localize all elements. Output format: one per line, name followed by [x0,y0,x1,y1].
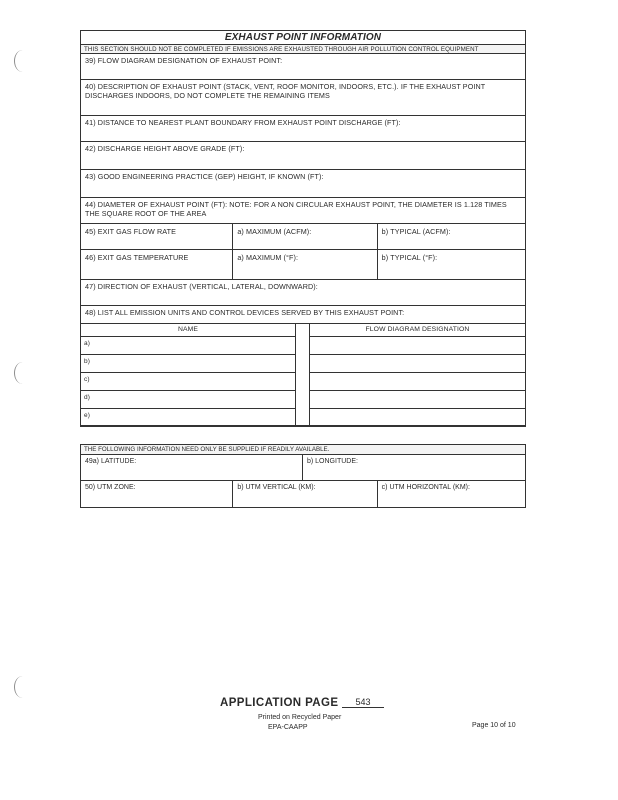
name-row-e[interactable]: e) [81,408,295,422]
field-utm-vertical[interactable]: b) UTM VERTICAL (KM): [232,481,376,507]
flow-rate-row [81,224,525,250]
lat-long-row [81,455,525,481]
temperature-label: 46) EXIT GAS TEMPERATURE [85,253,189,262]
page-of-label: Page 10 of 10 [472,722,516,729]
name-row-d[interactable]: d) [81,390,295,408]
field-gep-height[interactable]: 43) GOOD ENGINEERING PRACTICE (GEP) HEIGHT, IF KNOWN (FT): [81,170,525,198]
field-discharge-height[interactable]: 42) DISCHARGE HEIGHT ABOVE GRADE (FT): [81,142,525,170]
binder-hole-mark [14,676,31,698]
emission-units-heading: 48) LIST ALL EMISSION UNITS AND CONTROL DEVICES SERVED BY THIS EXHAUST POINT: [81,306,525,324]
flow-column-header: FLOW DIAGRAM DESIGNATION [365,326,470,333]
utm-row [81,481,525,507]
field-temp-max[interactable]: a) MAXIMUM (°F): [232,250,376,279]
exhaust-point-form [80,30,526,427]
name-row-a[interactable]: a) [81,336,295,354]
flow-row-d[interactable] [310,390,525,408]
name-row-b[interactable]: b) [81,354,295,372]
field-latitude[interactable]: 49a) LATITUDE: [85,458,137,465]
field-distance-boundary[interactable]: 41) DISTANCE TO NEAREST PLANT BOUNDARY FROM EXHAUST POINT DISCHARGE (FT): [81,116,525,142]
field-utm-zone[interactable]: 50) UTM ZONE: [85,484,136,491]
location-section [80,444,526,508]
flow-row-e[interactable] [310,408,525,422]
temperature-row [81,250,525,280]
name-row-c[interactable]: c) [81,372,295,390]
column-spacer [296,324,310,425]
flow-row-c[interactable] [310,372,525,390]
form-title: EXHAUST POINT INFORMATION [81,31,525,45]
field-flow-diagram-designation[interactable]: 39) FLOW DIAGRAM DESIGNATION OF EXHAUST POINT: [81,54,525,80]
location-notice: THE FOLLOWING INFORMATION NEED ONLY BE SUPPLIED IF READILY AVAILABLE. [81,445,525,455]
name-column-header: NAME [177,326,199,333]
application-page-number: 543 [342,697,384,708]
binder-hole-mark [14,362,31,384]
field-longitude[interactable]: b) LONGITUDE: [302,455,525,480]
flow-row-b[interactable] [310,354,525,372]
form-code: EPA-CAAPP [268,724,308,731]
form-notice: THIS SECTION SHOULD NOT BE COMPLETED IF EMISSIONS ARE EXHAUSTED THROUGH AIR POLLUTION CONTROL EQUIPMENT [81,45,525,54]
field-utm-horizontal[interactable]: c) UTM HORIZONTAL (KM): [377,481,525,507]
emission-units-table [81,324,525,426]
field-flow-typical[interactable]: b) TYPICAL (ACFM): [377,224,525,249]
recycled-paper-note: Printed on Recycled Paper [258,714,342,721]
binder-hole-mark [14,50,31,72]
field-exhaust-direction[interactable]: 47) DIRECTION OF EXHAUST (VERTICAL, LATERAL, DOWNWARD): [81,280,525,306]
field-flow-max[interactable]: a) MAXIMUM (ACFM): [232,224,376,249]
application-page-label: APPLICATION PAGE [220,697,339,709]
flow-row-a[interactable] [310,336,525,354]
field-exhaust-description[interactable]: 40) DESCRIPTION OF EXHAUST POINT (STACK, VENT, ROOF MONITOR, INDOORS, ETC.). IF THE EXHAUST POINT DISCHARGES INDOORS, DO NOT COMPLETE THE REMAINING ITEMS [81,80,525,116]
field-exhaust-diameter[interactable]: 44) DIAMETER OF EXHAUST POINT (FT): NOTE: FOR A NON CIRCULAR EXHAUST POINT, THE DIAMETER IS 1.128 TIMES THE SQUARE ROOT OF THE AREA [81,198,525,224]
flow-rate-label: 45) EXIT GAS FLOW RATE [85,227,176,236]
field-temp-typical[interactable]: b) TYPICAL (°F): [377,250,525,279]
